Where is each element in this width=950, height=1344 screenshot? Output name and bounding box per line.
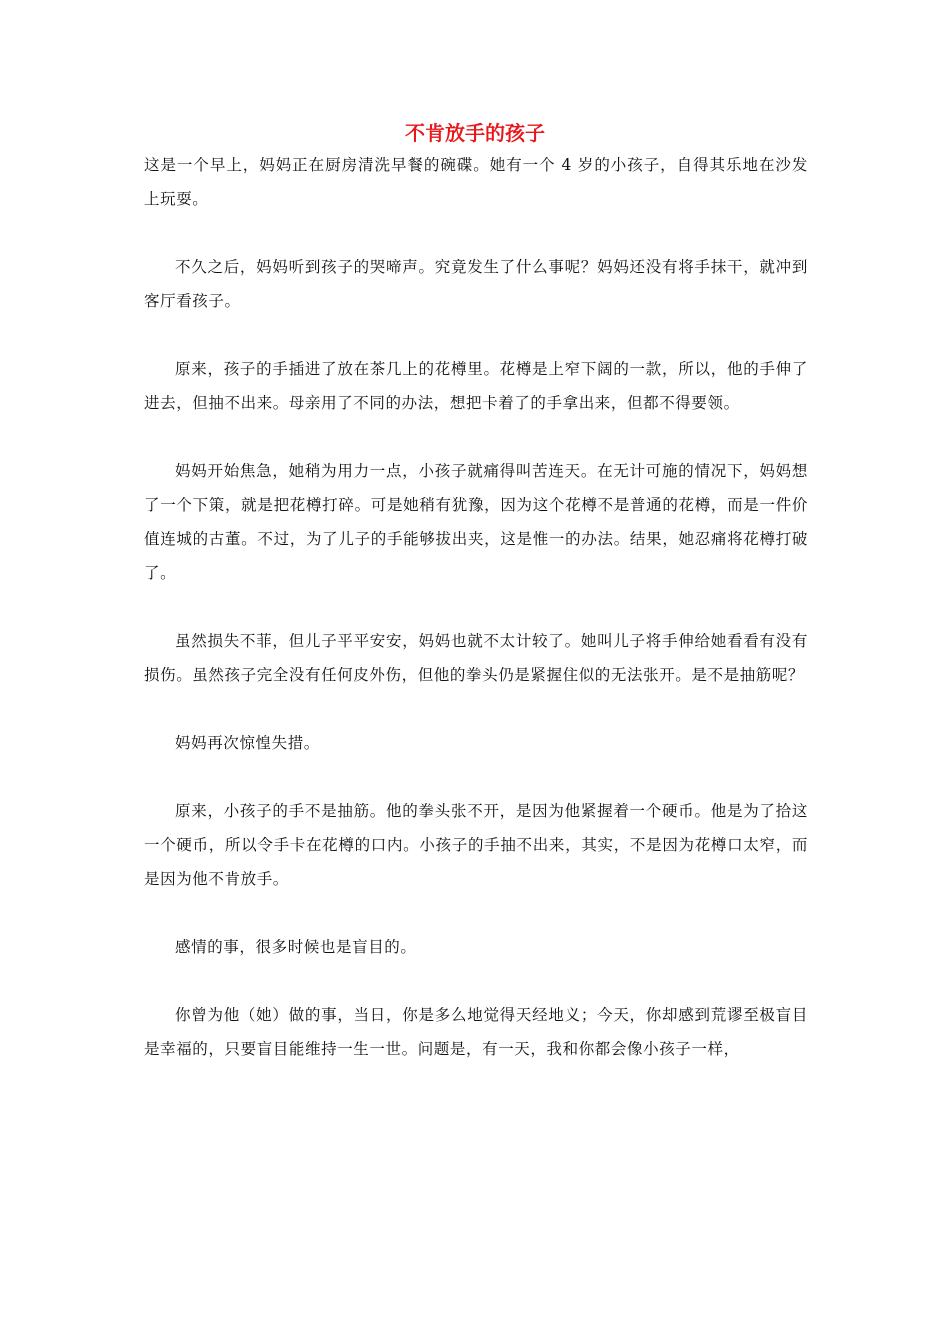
paragraph: 原来，小孩子的手不是抽筋。他的拳头张不开，是因为他紧握着一个硬币。他是为了拾这一个硬币，所以令手卡在花樽的口内。小孩子的手抽不出来，其实，不是因为花樽口太窄，而是因为他不肯放手。	[144, 802, 808, 888]
paragraph: 原来，孩子的手插进了放在茶几上的花樽里。花樽是上窄下阔的一款，所以，他的手伸了进去，但抽不出来。母亲用了不同的办法，想把卡着了的手拿出来，但都不得要领。	[144, 360, 808, 412]
document-body	[144, 148, 808, 1100]
paragraph: 妈妈再次惊惶失措。	[175, 734, 320, 752]
paragraph: 你曾为他（她）做的事，当日，你是多么地觉得天经地义；今天，你却感到荒谬至极盲目是幸福的，只要盲目能维持一生一世。问题是，有一天，我和你都会像小孩子一样，	[144, 1006, 808, 1058]
paragraph: 感情的事，很多时候也是盲目的。	[175, 938, 417, 956]
paragraph: 虽然损失不菲，但儿子平平安安，妈妈也就不太计较了。她叫儿子将手伸给她看看有没有损伤。虽然孩子完全没有任何皮外伤，但他的拳头仍是紧握住似的无法张开。是不是抽筋呢？	[144, 632, 808, 684]
document-title: 不肯放手的孩子	[405, 121, 545, 145]
paragraph: 这是一个早上，妈妈正在厨房清洗早餐的碗碟。她有一个 4 岁的小孩子，自得其乐地在沙发上玩耍。	[144, 156, 808, 208]
paragraph: 妈妈开始焦急，她稍为用力一点，小孩子就痛得叫苦连天。在无计可施的情况下，妈妈想了一个下策，就是把花樽打碎。可是她稍有犹豫，因为这个花樽不是普通的花樽，而是一件价值连城的古董。不过，为了儿子的手能够拔出夹，这是惟一的办法。结果，她忍痛将花樽打破了。	[144, 462, 808, 582]
paragraph: 不久之后，妈妈听到孩子的哭啼声。究竟发生了什么事呢？妈妈还没有将手抹干，就冲到客厅看孩子。	[144, 258, 808, 310]
